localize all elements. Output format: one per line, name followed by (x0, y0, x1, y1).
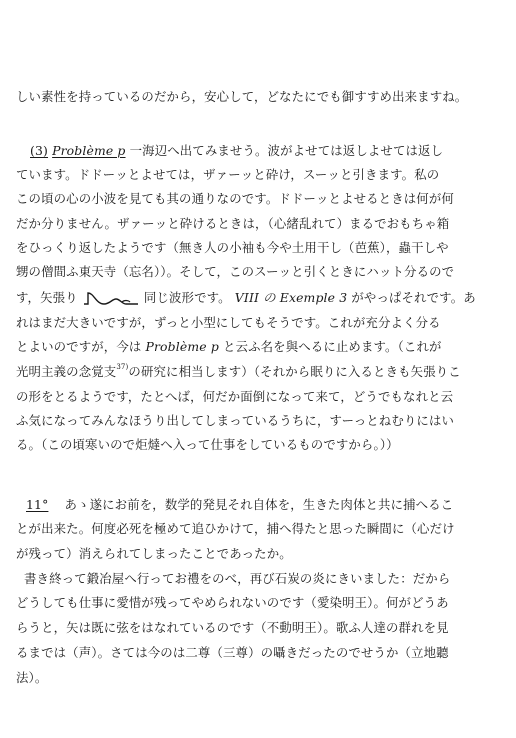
section-number: 11° (26, 497, 49, 512)
text-line-19 (16, 595, 508, 611)
line-text: とが出来た。何度必死を極めて追ひかけて，捕へ得たと思った瞬間に（心だけ (16, 521, 455, 536)
line-text: あゝ遂にお前を，数学的発見それ自体を，生きた肉体と共に捕へるこ (64, 497, 454, 512)
line-text: 同じ波形です。 (143, 290, 231, 305)
line-text: どうしても仕事に愛惜が残ってやめられないのです（愛染明王）。何がどうあ (16, 595, 449, 610)
footnote-marker: 37) (116, 363, 129, 371)
text-line-1 (16, 89, 508, 105)
line-text: す，矢張り (16, 290, 78, 305)
text-line-18 (16, 571, 508, 587)
line-text: 書き終って鍛冶屋へ行ってお禮をのべ，再び石炭の炎にきいました：だから (24, 571, 451, 586)
line-text: とよいのですが，今は (16, 339, 142, 354)
line-text: ふ気になってみんなほうり出してしまっているうちに，すーっとねむりにはい (16, 413, 455, 428)
text-line-5 (16, 216, 508, 232)
text-line-2 (16, 143, 508, 159)
line-text: が残って）消えられてしまったことであったか。 (16, 546, 292, 561)
line-text: しい素性を持っているのだから，安心して，どなたにでも御すすめ出来ますね。 (16, 89, 468, 104)
line-text: 一海辺へ出てみませう。波がよせては返しよせては返し (129, 143, 444, 158)
line-text: と云ふ名を與へるに止めます。（これが (223, 339, 442, 354)
line-text: をひっくり返したようです（無き人の小袖も今や土用干し（芭蕉），蟲干しや (16, 240, 449, 255)
line-text: るまでは（声）。さては今のは二尊（三尊）の囁きだったのでせうか（立地聽 (16, 645, 449, 660)
exemple-reference: VIII の Exemple 3 (234, 290, 348, 305)
line-text: だか分りません。ザァーッと砕けるときは，（心緒乱れて）まるでおもちゃ箱 (16, 216, 450, 231)
text-line-17 (16, 546, 508, 562)
text-line-22 (16, 670, 508, 686)
text-line-10 (16, 339, 508, 355)
wave-shape-icon (82, 290, 140, 306)
text-line-8 (16, 290, 508, 306)
probleme-name: Problème p (145, 339, 219, 354)
text-line-7 (16, 264, 508, 280)
text-line-11 (16, 364, 508, 382)
text-line-13 (16, 413, 508, 429)
line-text: 光明主義の念覚支 (16, 364, 117, 379)
line-text: 甥の僧間ふ東天寺（忘名））。そして，このスーッと引くときにハット分るので (16, 264, 455, 279)
line-text: る。（この頃寒いので炬燵へ入って仕事をしているものですから。）） (16, 437, 399, 452)
line-text: の形をとるようです，たとへば，何だか面倒になって来て，どうでもなれと云 (16, 389, 454, 404)
text-line-14 (16, 437, 508, 453)
text-line-15 (16, 497, 508, 513)
line-text: らうと，矢は既に弦をはなれているのです（不動明王）。歌ふ人達の群れを見 (16, 620, 449, 635)
line-text: この頃の心の小波を見ても其の通りなのです。ドドーッとよせるときは何が何 (16, 191, 454, 206)
section-number: (3) (30, 143, 49, 158)
text-line-4 (16, 191, 508, 207)
text-line-21 (16, 645, 508, 661)
probleme-title: Problème p (52, 143, 126, 158)
text-line-16 (16, 521, 508, 537)
text-line-12 (16, 389, 508, 405)
line-text: ています。ドドーッとよせては，ザァーッと砕け，スーッと引きます。私の (16, 167, 440, 182)
text-line-3 (16, 167, 508, 183)
text-line-9 (16, 315, 508, 331)
text-line-6 (16, 240, 508, 256)
line-text: がやっぱそれです。あ (351, 290, 476, 305)
line-text: 法）。 (16, 670, 48, 685)
line-text: の研究に相当します）（それから眠りに入るときも矢張りこ (128, 364, 461, 379)
text-line-20 (16, 620, 508, 636)
line-text: れはまだ大きいですが，ずっと小型にしてもそうです。これが充分よく分る (16, 315, 441, 330)
